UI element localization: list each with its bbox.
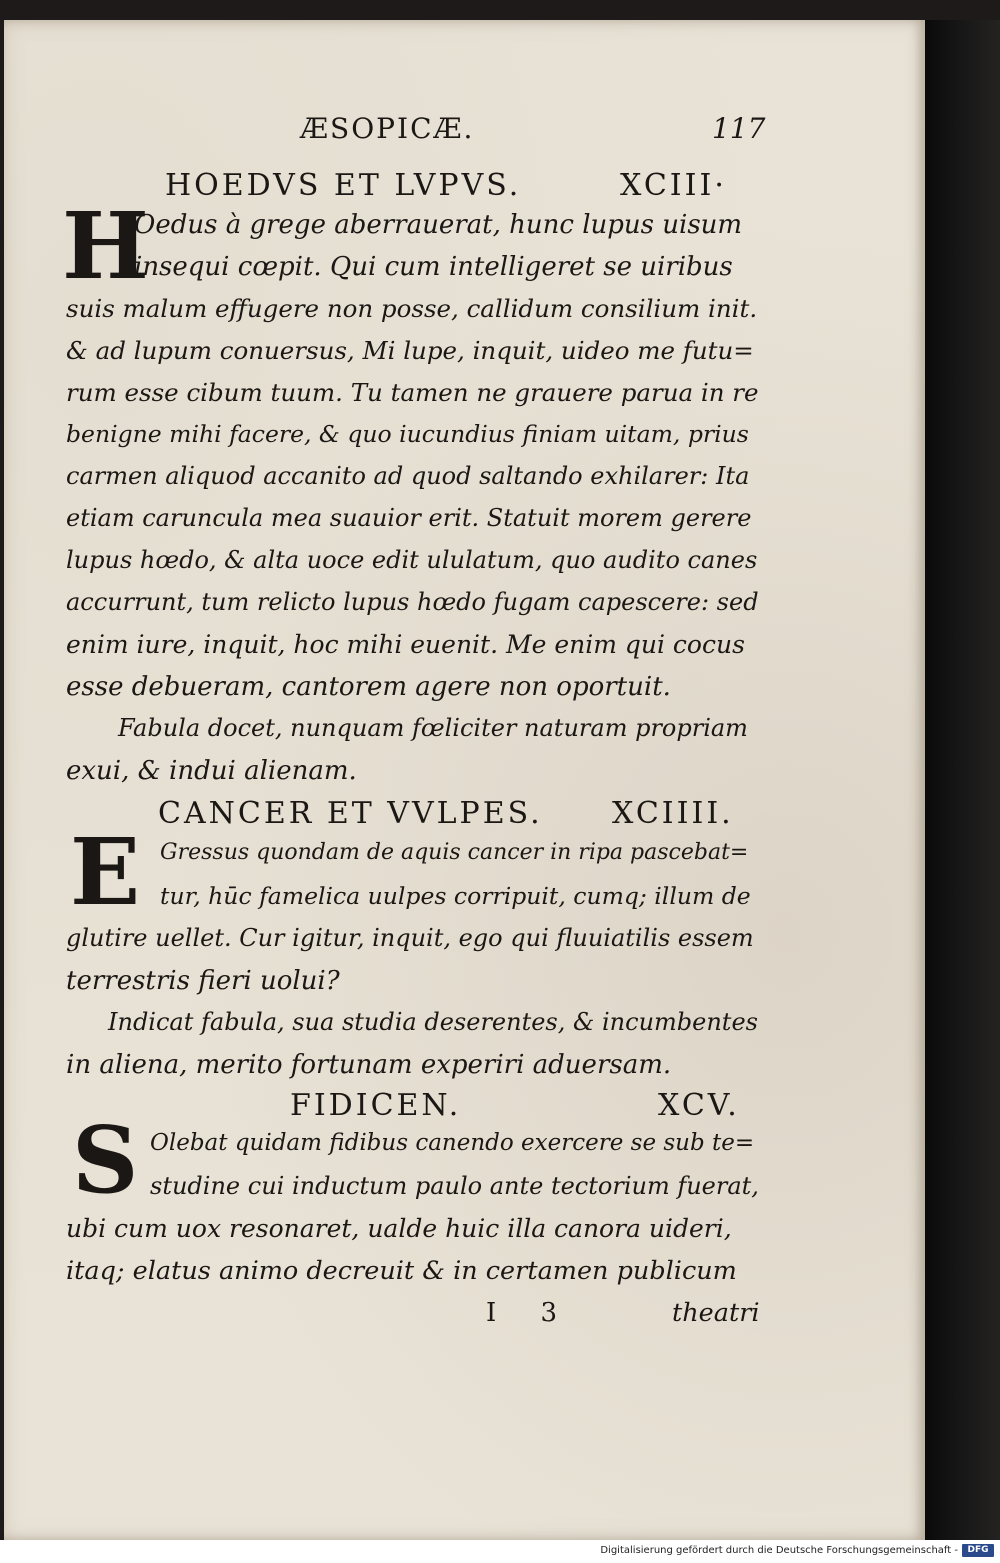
text-line: ubi cum uox resonaret, ualde huic illa canora uideri, <box>66 1214 732 1243</box>
fable-title: HOEDVS ET LVPVS. <box>165 168 522 203</box>
text-line: Gressus quondam de aquis cancer in ripa pascebat= <box>160 840 749 865</box>
dfg-logo: DFG <box>962 1544 994 1557</box>
text-line: rum esse cibum tuum. Tu tamen ne grauere parua in re <box>66 378 759 407</box>
folio-number: 117 <box>712 112 766 145</box>
text-line: accurrunt, tum relicto lupus hœdo fugam capescere: sed <box>66 588 759 616</box>
moral-line: Fabula docet, nunquam fœliciter naturam propriam <box>118 714 748 742</box>
moral-line: in aliena, merito fortunam experiri aduersam. <box>66 1050 672 1080</box>
fable-title: FIDICEN. <box>290 1088 462 1123</box>
text-line: Olebat quidam fidibus canendo exercere se sub te= <box>150 1130 755 1156</box>
text-line: benigne mihi facere, & quo iucundius finiam uitam, prius <box>66 420 749 448</box>
fable-numeral: XCIIII. <box>612 796 734 831</box>
drop-cap-initial: S <box>72 1106 139 1214</box>
text-line: & ad lupum conuersus, Mi lupe, inquit, uideo me futu= <box>66 336 754 365</box>
moral-line: exui, & indui alienam. <box>66 756 357 786</box>
scan-background <box>925 20 1000 1540</box>
moral-line: Indicat fabula, sua studia deserentes, & incumbentes <box>108 1008 758 1036</box>
drop-cap-initial: E <box>70 818 141 926</box>
text-line: etiam caruncula mea suauior erit. Statuit morem gerere <box>66 504 752 532</box>
text-line: Oedus à grege aberrauerat, hunc lupus uisum <box>134 210 743 240</box>
text-line: enim iure, inquit, hoc mihi euenit. Me enim qui cocus <box>66 630 745 659</box>
text-line: glutire uellet. Cur igitur, inquit, ego qui fluuiatilis essem <box>66 924 754 952</box>
text-line: studine cui inductum paulo ante tectorium fuerat, <box>150 1172 759 1200</box>
text-line: terrestris fieri uolui? <box>66 966 340 996</box>
funding-credit: Digitalisierung gefördert durch die Deutsche Forschungsgemeinschaft - <box>600 1545 958 1556</box>
fable-numeral: XCV. <box>658 1088 740 1123</box>
text-line: tur, hūc famelica uulpes corripuit, cumq; illum de <box>160 882 751 910</box>
text-line: suis malum effugere non posse, callidum consilium init. <box>66 294 758 323</box>
drop-cap-initial: H <box>62 192 149 300</box>
text-line: insequi cœpit. Qui cum intelligeret se uiribus <box>134 252 733 282</box>
digitization-footer <box>0 1540 1000 1563</box>
text-line: carmen aliquod accanito ad quod saltando exhilarer: Ita <box>66 462 750 490</box>
catchword: theatri <box>672 1298 760 1328</box>
text-line: lupus hœdo, & alta uoce edit ululatum, quo audito canes <box>66 546 758 574</box>
text-line: itaq; elatus animo decreuit & in certamen publicum <box>66 1256 737 1286</box>
running-title: ÆSOPICÆ. <box>300 112 475 145</box>
fable-numeral: XCIII· <box>620 168 727 203</box>
text-line: esse debueram, cantorem agere non oportuit. <box>66 672 671 702</box>
fable-title: CANCER ET VVLPES. <box>158 796 543 831</box>
signature-mark: I 3 <box>486 1298 576 1328</box>
